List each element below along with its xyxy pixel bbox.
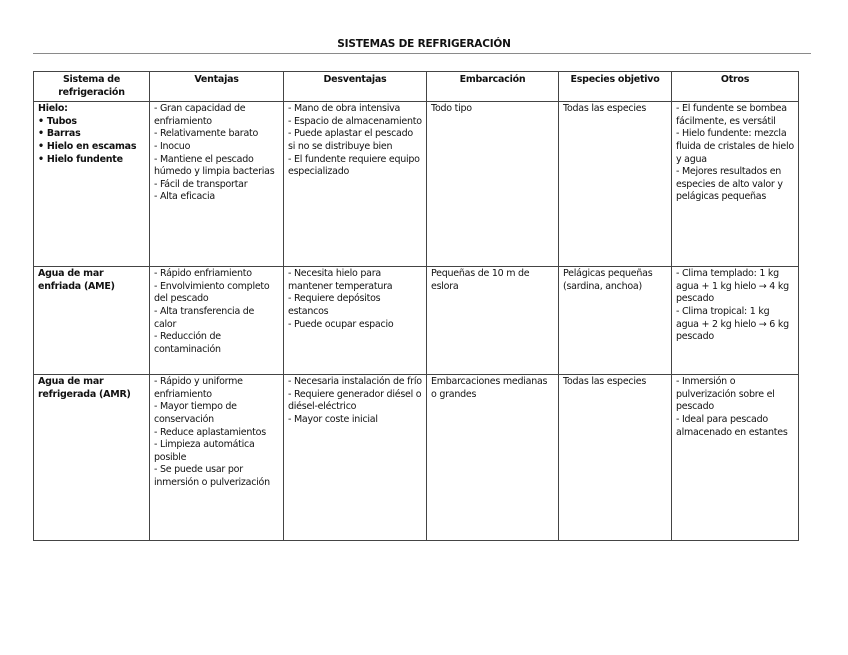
ventaja-item: - Limpieza automática posible (154, 439, 255, 463)
ventaja-item: - Rápido y uniforme enfriamiento (154, 376, 243, 400)
otros-item: - El fundente se bombea fácilmente, es versátil (676, 103, 787, 127)
otros-item: - Clima templado: 1 kg agua + 1 kg hielo → 4 kg pescado (676, 268, 789, 305)
desventaja-item: - Mano de obra intensiva (288, 103, 401, 115)
desventaja-item: - El fundente requiere equipo especializado (288, 153, 420, 178)
desventaja-item: - Requiere depósitos estancos (288, 293, 381, 317)
cell-ventajas (150, 375, 284, 541)
cell-desventajas (284, 102, 427, 267)
table-row (34, 267, 799, 375)
cell-especies: Pelágicas pequeñas (sardina, anchoa) (559, 267, 672, 375)
desventaja-item: - Mayor coste inicial (288, 413, 378, 425)
otros-item: - Ideal para pescado almacenado en estantes (676, 413, 788, 438)
cell-embarcacion: Todo tipo (427, 102, 559, 267)
desventaja-item: - Puede aplastar el pescado si no se distribuye bien (288, 128, 413, 152)
cell-embarcacion: Embarcaciones medianas o grandes (427, 375, 559, 541)
title-rule (33, 53, 811, 54)
header-embarcacion: Embarcación (427, 72, 559, 102)
otros-item: - Hielo fundente: mezcla fluida de cristales de hielo y agua (676, 128, 794, 165)
table-row (34, 102, 799, 267)
cell-especies: Todas las especies (559, 102, 672, 267)
header-especies: Especies objetivo (559, 72, 672, 102)
system-name: Hielo: (38, 103, 68, 115)
cell-desventajas (284, 375, 427, 541)
desventaja-item: - Espacio de almacenamiento (288, 115, 422, 127)
cell-embarcacion: Pequeñas de 10 m de eslora (427, 267, 559, 375)
header-ventajas: Ventajas (150, 72, 284, 102)
cell-ventajas (150, 267, 284, 375)
system-name: Agua de mar enfriada (AME) (38, 268, 115, 292)
ventaja-item: - Se puede usar por inmersión o pulverización (154, 464, 270, 488)
cell-sistema (34, 267, 150, 375)
refrigeration-table (33, 71, 799, 541)
ventaja-item: - Relativamente barato (154, 128, 259, 140)
table-header-row (34, 72, 799, 102)
cell-desventajas (284, 267, 427, 375)
document-title: SISTEMAS DE REFRIGERACIÓN (337, 38, 511, 50)
cell-especies: Todas las especies (559, 375, 672, 541)
cell-otros (672, 375, 799, 541)
otros-item: - Mejores resultados en especies de alto valor y pelágicas pequeñas (676, 166, 783, 203)
system-item: • Barras (38, 128, 145, 141)
ventaja-item: - Envolvimiento completo del pescado (154, 280, 270, 305)
system-item: • Hielo en escamas (38, 141, 145, 154)
system-item: • Hielo fundente (38, 154, 145, 167)
ventaja-item: - Reducción de contaminación (154, 331, 221, 355)
cell-ventajas (150, 102, 284, 267)
desventaja-item: - Necesaria instalación de frío (288, 376, 422, 388)
otros-item: - Clima tropical: 1 kg agua + 2 kg hielo → 6 kg pescado (676, 305, 789, 343)
ventaja-item: - Fácil de transportar (154, 178, 248, 190)
header-otros: Otros (672, 72, 799, 102)
desventaja-item: - Necesita hielo para mantener temperatura (288, 268, 393, 292)
ventaja-item: - Alta transferencia de calor (154, 305, 255, 330)
ventaja-item: - Rápido enfriamiento (154, 268, 252, 280)
header-desventajas: Desventajas (284, 72, 427, 102)
otros-item: - Inmersión o pulverización sobre el pescado (676, 376, 775, 413)
ventaja-item: - Alta eficacia (154, 191, 215, 203)
table-row (34, 375, 799, 541)
system-item: • Tubos (38, 116, 145, 129)
ventaja-item: - Reduce aplastamientos (154, 426, 266, 438)
header-sistema: Sistema de refrigeración (34, 72, 150, 102)
system-name: Agua de mar refrigerada (AMR) (38, 376, 131, 400)
ventaja-item: - Gran capacidad de enfriamiento (154, 103, 246, 127)
desventaja-item: - Requiere generador diésel o diésel-eléctrico (288, 388, 422, 413)
cell-otros (672, 267, 799, 375)
cell-sistema (34, 375, 150, 541)
desventaja-item: - Puede ocupar espacio (288, 318, 394, 330)
ventaja-item: - Mantiene el pescado húmedo y limpia bacterias (154, 153, 275, 178)
ventaja-item: - Inocuo (154, 140, 191, 152)
cell-sistema (34, 102, 150, 267)
cell-otros (672, 102, 799, 267)
ventaja-item: - Mayor tiempo de conservación (154, 401, 237, 425)
